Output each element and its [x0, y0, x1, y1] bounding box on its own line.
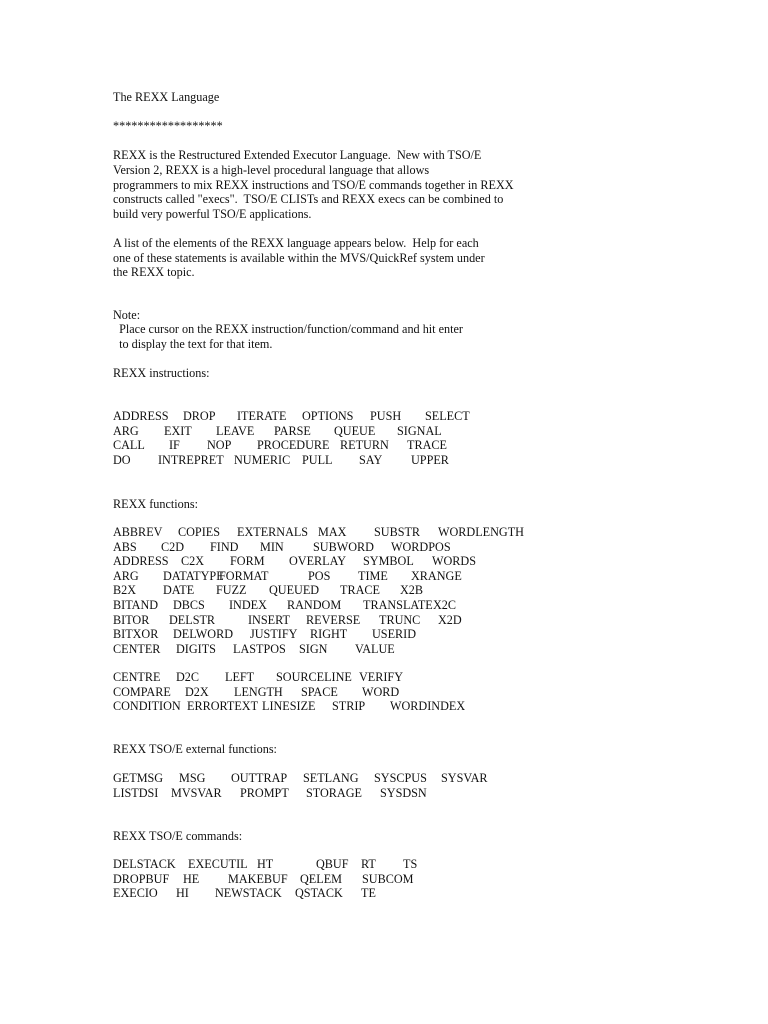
function-item[interactable]: WORDS — [432, 554, 477, 569]
command-item[interactable]: QBUF — [316, 857, 349, 871]
instruction-item[interactable]: ARG — [113, 423, 139, 438]
function-item[interactable]: D2C — [176, 670, 200, 684]
external-function-item[interactable]: OUTTRAP — [231, 771, 288, 785]
function-item[interactable]: ADDRESS — [113, 554, 169, 569]
command-item[interactable]: MAKEBUF — [228, 871, 288, 886]
command-item[interactable]: RT — [361, 857, 376, 871]
function-item[interactable]: ABBREV — [113, 525, 163, 539]
external-function-item[interactable]: MSG — [179, 771, 206, 785]
intro-line: programmers to mix REXX instructions and TSO/E commands together in REXX — [113, 178, 514, 192]
instruction-item[interactable]: QUEUE — [334, 423, 376, 438]
function-row — [113, 554, 733, 569]
function-item[interactable]: RIGHT — [310, 627, 348, 642]
instruction-item[interactable]: CALL — [113, 438, 145, 453]
function-item[interactable]: SOURCELINE — [276, 670, 352, 684]
instruction-item[interactable]: NOP — [207, 438, 232, 453]
command-row — [113, 857, 733, 872]
function-item[interactable]: FIND — [210, 539, 239, 554]
function-item[interactable]: BITAND — [113, 598, 159, 612]
function-item[interactable]: TRUNC — [379, 612, 421, 627]
function-item[interactable]: SUBSTR — [374, 525, 421, 539]
command-item[interactable]: HT — [257, 857, 274, 871]
external-function-item[interactable]: SYSCPUS — [374, 771, 427, 785]
command-item[interactable]: DROPBUF — [113, 871, 170, 886]
note-line: to display the text for that item. — [113, 337, 273, 351]
function-item[interactable]: DELWORD — [173, 627, 234, 642]
instruction-item[interactable]: ADDRESS — [113, 409, 169, 423]
function-item[interactable]: ARG — [113, 568, 139, 583]
function-item[interactable]: CONDITION — [113, 699, 181, 714]
command-item[interactable]: HI — [176, 886, 189, 901]
intro-line: REXX is the Restructured Extended Executor Language. New with TSO/E — [113, 148, 482, 162]
list-intro-line: one of these statements is available within the MVS/QuickRef system under — [113, 251, 485, 265]
function-item[interactable]: D2X — [185, 684, 209, 699]
function-item[interactable]: SIGN — [299, 641, 328, 656]
external-function-item[interactable]: MVSVAR — [171, 785, 222, 800]
function-row — [113, 583, 733, 598]
function-item[interactable]: INSERT — [248, 612, 290, 627]
function-item[interactable]: XRANGE — [411, 568, 462, 583]
instruction-row — [113, 438, 733, 453]
instruction-item[interactable]: SELECT — [425, 409, 470, 423]
instruction-item[interactable]: OPTIONS — [302, 409, 354, 423]
instruction-item[interactable]: SAY — [359, 452, 383, 467]
function-item[interactable]: COPIES — [178, 525, 220, 539]
function-item[interactable]: RANDOM — [287, 598, 342, 612]
function-item[interactable]: QUEUED — [269, 583, 320, 598]
instruction-row — [113, 453, 733, 468]
function-item[interactable]: FUZZ — [216, 583, 247, 598]
function-item[interactable]: LENGTH — [234, 684, 283, 699]
function-item[interactable]: REVERSE — [306, 612, 361, 627]
intro-line: Version 2, REXX is a high-level procedural language that allows — [113, 163, 430, 177]
function-item[interactable]: SYMBOL — [363, 554, 414, 569]
function-item[interactable]: DBCS — [173, 598, 205, 612]
note-line: Place cursor on the REXX instruction/function/command and hit enter — [113, 322, 463, 336]
function-item[interactable]: JUSTIFY — [250, 627, 298, 642]
list-intro-line: the REXX topic. — [113, 265, 195, 279]
function-item[interactable]: VALUE — [355, 641, 395, 656]
function-item[interactable]: C2D — [161, 539, 185, 554]
command-item[interactable]: DELSTACK — [113, 857, 176, 871]
function-item[interactable]: X2B — [400, 583, 424, 598]
list-intro-line: A list of the elements of the REXX language appears below. Help for each — [113, 236, 479, 250]
command-row — [113, 872, 733, 887]
command-item[interactable]: EXECUTIL — [188, 857, 248, 871]
function-item[interactable]: LINESIZE — [262, 699, 316, 714]
command-item[interactable]: EXECIO — [113, 886, 158, 901]
function-item[interactable]: MIN — [260, 539, 284, 554]
instruction-item[interactable]: INTREPRET — [158, 452, 224, 467]
function-item[interactable]: MAX — [318, 525, 347, 539]
external-function-item[interactable]: SETLANG — [303, 771, 359, 785]
function-item[interactable]: X2C — [433, 598, 457, 612]
external-function-item[interactable]: GETMSG — [113, 771, 164, 785]
instruction-item[interactable]: PUSH — [370, 409, 402, 423]
function-item[interactable]: TRACE — [340, 583, 380, 598]
instructions-heading: REXX instructions: — [113, 366, 210, 380]
function-item[interactable]: DATATYPE — [163, 568, 224, 583]
command-item[interactable]: SUBCOM — [362, 871, 414, 886]
command-item[interactable]: TE — [361, 886, 376, 901]
external-function-item[interactable]: PROMPT — [240, 785, 289, 800]
instruction-item[interactable]: TRACE — [407, 438, 447, 453]
function-item[interactable]: WORDINDEX — [390, 699, 466, 714]
instruction-item[interactable]: PROCEDURE — [257, 438, 330, 453]
functions-heading: REXX functions: — [113, 497, 198, 511]
function-item[interactable]: LEFT — [225, 670, 255, 684]
command-item[interactable]: NEWSTACK — [215, 886, 282, 901]
function-item[interactable]: BITXOR — [113, 627, 159, 642]
external-function-item[interactable]: SYSDSN — [380, 785, 427, 800]
function-item[interactable]: BITOR — [113, 612, 150, 627]
function-item[interactable]: DELSTR — [169, 612, 216, 627]
command-item[interactable]: TS — [403, 857, 418, 871]
document-title: The REXX Language — [113, 90, 220, 104]
instruction-item[interactable]: RETURN — [340, 438, 389, 453]
function-item[interactable]: TIME — [358, 568, 388, 583]
instruction-item[interactable]: PULL — [302, 452, 333, 467]
function-item[interactable]: B2X — [113, 583, 137, 598]
function-item[interactable]: OVERLAY — [289, 554, 347, 569]
instruction-item[interactable]: SIGNAL — [397, 423, 442, 438]
instruction-item[interactable]: LEAVE — [216, 423, 255, 438]
instruction-item[interactable]: DO — [113, 452, 131, 467]
function-item[interactable]: USERID — [372, 627, 417, 642]
function-row — [113, 670, 733, 685]
instruction-row — [113, 424, 733, 439]
instruction-item[interactable]: IF — [169, 438, 180, 453]
function-item[interactable]: CENTER — [113, 641, 161, 656]
function-row — [113, 598, 733, 613]
function-row — [113, 540, 733, 555]
function-item[interactable]: X2D — [438, 612, 462, 627]
function-item[interactable]: DATE — [163, 583, 195, 598]
function-item[interactable]: POS — [308, 568, 331, 583]
instruction-item[interactable]: UPPER — [411, 452, 449, 467]
function-item[interactable]: STRIP — [332, 699, 366, 714]
function-item[interactable]: VERIFY — [359, 670, 404, 684]
function-row — [113, 699, 733, 714]
function-item[interactable]: CENTRE — [113, 670, 161, 684]
external-functions-heading: REXX TSO/E external functions: — [113, 742, 277, 756]
intro-line: constructs called "execs". TSO/E CLISTs and REXX execs can be combined to — [113, 192, 504, 206]
function-item[interactable]: WORDPOS — [391, 539, 451, 554]
title-underline: ****************** — [113, 119, 223, 133]
function-item[interactable]: SPACE — [301, 684, 338, 699]
external-function-item[interactable]: STORAGE — [306, 785, 362, 800]
function-item[interactable]: TRANSLATE — [363, 598, 433, 612]
commands-heading: REXX TSO/E commands: — [113, 829, 243, 843]
intro-line: build very powerful TSO/E applications. — [113, 207, 312, 221]
instruction-row — [113, 409, 733, 424]
function-row — [113, 685, 733, 700]
instruction-item[interactable]: EXIT — [164, 423, 192, 438]
instruction-item[interactable]: DROP — [183, 409, 216, 423]
function-item[interactable]: DIGITS — [176, 641, 216, 656]
function-item[interactable]: INDEX — [229, 598, 267, 612]
function-item[interactable]: WORDLENGTH — [438, 525, 524, 539]
function-item[interactable]: SUBWORD — [313, 539, 374, 554]
instruction-item[interactable]: ITERATE — [237, 409, 287, 423]
command-item[interactable]: QSTACK — [295, 886, 343, 901]
function-item[interactable]: ERRORTEXT — [187, 699, 259, 714]
function-row — [113, 613, 733, 628]
external-function-item[interactable]: LISTDSI — [113, 785, 159, 800]
external-function-row — [113, 771, 733, 786]
function-row — [113, 627, 733, 642]
function-item[interactable]: FORMAT — [219, 568, 269, 583]
instruction-item[interactable]: PARSE — [274, 423, 311, 438]
external-function-row — [113, 786, 733, 801]
note-label: Note: — [113, 308, 141, 322]
instruction-item[interactable]: NUMERIC — [234, 452, 291, 467]
function-item[interactable]: FORM — [230, 554, 265, 569]
command-item[interactable]: HE — [183, 871, 200, 886]
function-item[interactable]: COMPARE — [113, 684, 171, 699]
function-row — [113, 569, 733, 584]
function-row — [113, 642, 733, 657]
function-row — [113, 525, 733, 540]
function-item[interactable]: EXTERNALS — [237, 525, 309, 539]
function-item[interactable]: C2X — [181, 554, 205, 569]
function-item[interactable]: LASTPOS — [233, 641, 286, 656]
external-function-item[interactable]: SYSVAR — [441, 771, 488, 785]
function-item[interactable]: WORD — [362, 684, 400, 699]
command-row — [113, 886, 733, 901]
function-item[interactable]: ABS — [113, 539, 137, 554]
command-item[interactable]: QELEM — [300, 871, 342, 886]
